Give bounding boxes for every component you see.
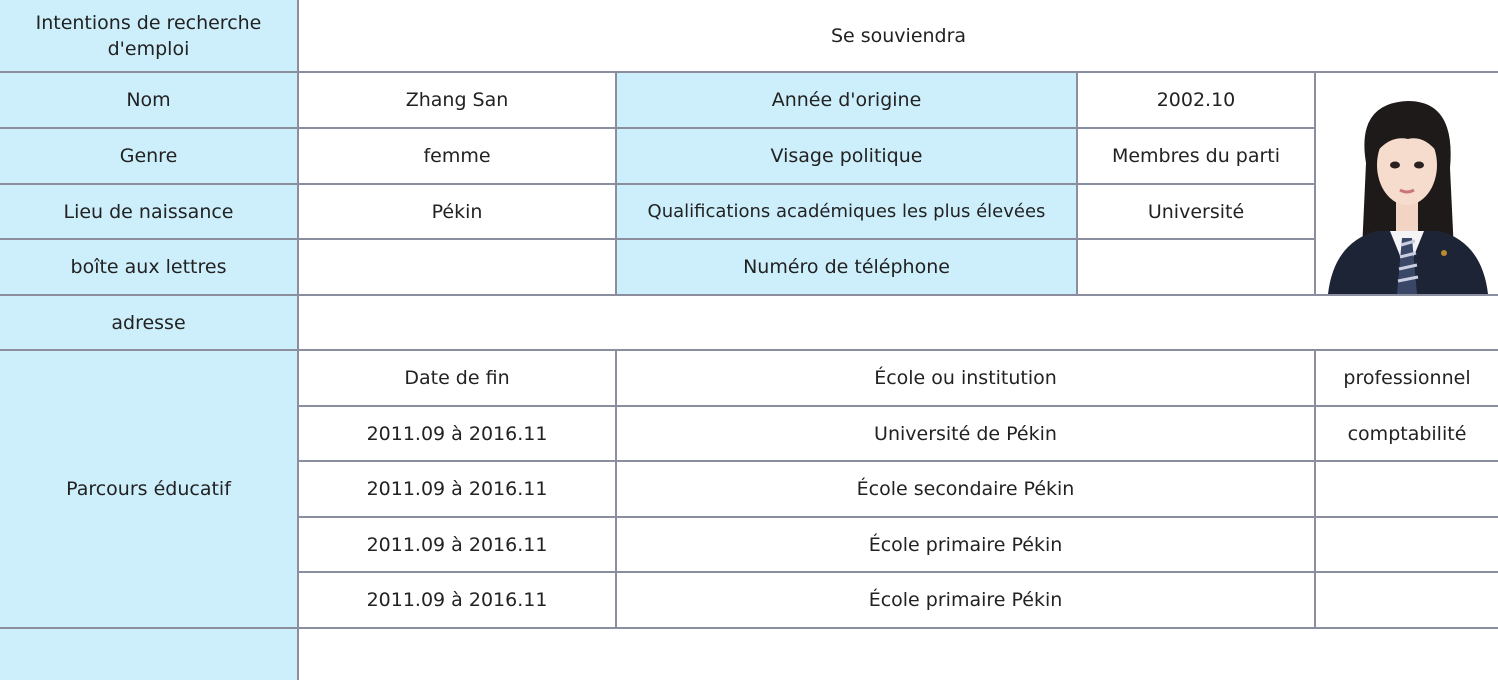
grid-line	[297, 516, 1498, 518]
phone-label: Numéro de téléphone	[617, 240, 1076, 294]
phone-value[interactable]	[1078, 240, 1314, 294]
job-intention-label: Intentions de recherche d'emploi	[0, 0, 297, 72]
next-section-value[interactable]	[299, 629, 1498, 680]
grid-line	[615, 71, 617, 296]
grid-line	[0, 627, 1498, 629]
edu-header-major: professionnel	[1316, 351, 1498, 405]
edu-row-1-dates[interactable]: 2011.09 à 2016.11	[299, 407, 615, 460]
edu-row-4-major[interactable]	[1316, 573, 1498, 627]
birthplace-value[interactable]: Pékin	[299, 185, 615, 238]
grid-line	[1314, 71, 1316, 296]
edu-header-school: École ou institution	[617, 351, 1314, 405]
birth-value[interactable]: 2002.10	[1078, 73, 1314, 127]
edu-header-dates: Date de fin	[299, 351, 615, 405]
email-label: boîte aux lettres	[0, 240, 297, 294]
edu-row-2-dates[interactable]: 2011.09 à 2016.11	[299, 462, 615, 516]
education-section-label: Parcours éducatif	[0, 351, 297, 627]
edu-row-2-school[interactable]: École secondaire Pékin	[617, 462, 1314, 516]
grid-line	[297, 460, 1498, 462]
birthplace-label: Lieu de naissance	[0, 185, 297, 238]
grid-line	[0, 294, 1498, 296]
email-value[interactable]	[299, 240, 615, 294]
grid-line	[1314, 349, 1316, 629]
grid-line	[0, 238, 1316, 240]
next-section-label	[0, 629, 297, 680]
grid-line	[297, 571, 1498, 573]
gender-label: Genre	[0, 129, 297, 183]
address-value[interactable]	[299, 296, 1498, 349]
edu-row-1-major[interactable]: comptabilité	[1316, 407, 1498, 460]
grid-line	[297, 0, 299, 680]
education-level-label: Qualifications académiques les plus élevées	[617, 185, 1076, 238]
edu-row-4-dates[interactable]: 2011.09 à 2016.11	[299, 573, 615, 627]
portrait-photo-icon	[1316, 73, 1498, 294]
portrait-photo	[1316, 73, 1498, 294]
edu-row-3-major[interactable]	[1316, 518, 1498, 571]
political-value[interactable]: Membres du parti	[1078, 129, 1314, 183]
birth-label: Année d'origine	[617, 73, 1076, 127]
job-intention-value[interactable]: Se souviendra	[299, 0, 1498, 72]
edu-row-1-school[interactable]: Université de Pékin	[617, 407, 1314, 460]
grid-line	[0, 127, 1316, 129]
grid-line	[0, 349, 1498, 351]
name-label: Nom	[0, 73, 297, 127]
grid-line	[615, 349, 617, 629]
education-level-value[interactable]: Université	[1078, 185, 1314, 238]
edu-row-3-school[interactable]: École primaire Pékin	[617, 518, 1314, 571]
grid-line	[297, 405, 1498, 407]
edu-row-3-dates[interactable]: 2011.09 à 2016.11	[299, 518, 615, 571]
gender-value[interactable]: femme	[299, 129, 615, 183]
grid-line	[0, 183, 1316, 185]
grid-line	[0, 71, 1498, 73]
name-value[interactable]: Zhang San	[299, 73, 615, 127]
political-label: Visage politique	[617, 129, 1076, 183]
address-label: adresse	[0, 296, 297, 349]
edu-row-4-school[interactable]: École primaire Pékin	[617, 573, 1314, 627]
grid-line	[1076, 71, 1078, 296]
edu-row-2-major[interactable]	[1316, 462, 1498, 516]
